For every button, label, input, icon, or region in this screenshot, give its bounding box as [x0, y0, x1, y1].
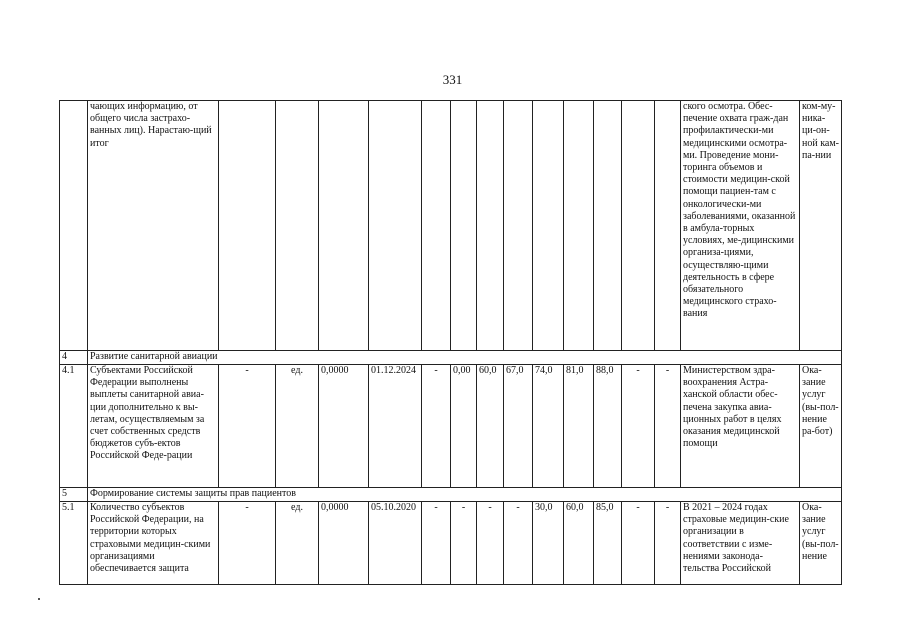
base-value-cell: 0,0000	[319, 502, 369, 585]
year-value-cell: -	[622, 502, 655, 585]
unit-cell: ед.	[276, 502, 319, 585]
unit-cell: ед.	[276, 365, 319, 488]
section-row	[60, 488, 842, 502]
type-cell: ком-му-ника-ци-он-ной кам-па-нии	[800, 101, 842, 351]
measures-cell: В 2021 – 2024 годах страховые медицин-ские организации в соответствии с изме-нениями законода-тельства Российской	[681, 502, 800, 585]
year-value-cell: 81,0	[564, 365, 594, 488]
measures-cell: Министерством здра-воохранения Астра-ханской области обес-печена закупка авиа-ционных работ в целях оказания медицинской помощи	[681, 365, 800, 488]
row-number-cell: 4.1	[60, 365, 88, 488]
year-value-cell: -	[477, 502, 504, 585]
year-value-cell: -	[422, 502, 451, 585]
table-row	[60, 365, 842, 488]
section-number: 5	[60, 488, 88, 502]
type-cell: Ока-зание услуг (вы-пол-нение	[800, 502, 842, 585]
value-cell: -	[219, 502, 276, 585]
measures-cell: ского осмотра. Обес-печение охвата граж-дан профилактически-ми медицинскими осмотра-ми. Проведение мони-торинга объемов и стоимости медицин-ской помощи пациен-там с онкологически-ми заболеваниями, оказанной в амбула-торных условиях, ме-дицинскими организа-циями, осуществляю-щими деятельность в сфере обязательного медицинского страхо-вания	[681, 101, 800, 351]
year-value-cell: -	[655, 365, 681, 488]
base-date-cell: 05.10.2020	[369, 502, 422, 585]
year-value-cell: 0,00	[451, 365, 477, 488]
year-value-cell: -	[504, 502, 533, 585]
section-title: Формирование системы защиты прав пациентов	[88, 488, 842, 502]
year-value-cell: -	[622, 365, 655, 488]
section-title: Развитие санитарной авиации	[88, 351, 842, 365]
year-value-cell: 88,0	[594, 365, 622, 488]
section-number: 4	[60, 351, 88, 365]
description-cell: Субъектами Российской Федерации выполнены выплеты санитарной авиа-ции дополнительно к вы-летам, осуществляемым за счет собственных средств бюджетов субъ-ектов Российской Феде-рации	[88, 365, 219, 488]
row-number-cell: 5.1	[60, 502, 88, 585]
year-value-cell: -	[655, 502, 681, 585]
table-row	[60, 101, 842, 351]
page-number: 331	[442, 72, 463, 87]
year-value-cell: 85,0	[594, 502, 622, 585]
scan-speck	[38, 598, 40, 600]
section-row	[60, 351, 842, 365]
base-value-cell: 0,0000	[319, 365, 369, 488]
base-date-cell: 01.12.2024	[369, 365, 422, 488]
type-cell: Ока-зание услуг (вы-пол-нение ра-бот)	[800, 365, 842, 488]
description-cell: чающих информацию, от общего числа застрахо-ванных лиц). Нарастаю-щий итог	[88, 101, 219, 351]
year-value-cell: -	[422, 365, 451, 488]
year-value-cell: 74,0	[533, 365, 564, 488]
description-cell: Количество субъектов Российской Федерации, на территории которых страховыми медицин-скими организациями обеспечивается защита	[88, 502, 219, 585]
year-value-cell: 67,0	[504, 365, 533, 488]
year-value-cell: 60,0	[477, 365, 504, 488]
value-cell: -	[219, 365, 276, 488]
year-value-cell: 30,0	[533, 502, 564, 585]
year-value-cell: 60,0	[564, 502, 594, 585]
indicators-table	[59, 100, 842, 585]
year-value-cell: -	[451, 502, 477, 585]
table-row	[60, 502, 842, 585]
row-number-cell	[60, 101, 88, 351]
